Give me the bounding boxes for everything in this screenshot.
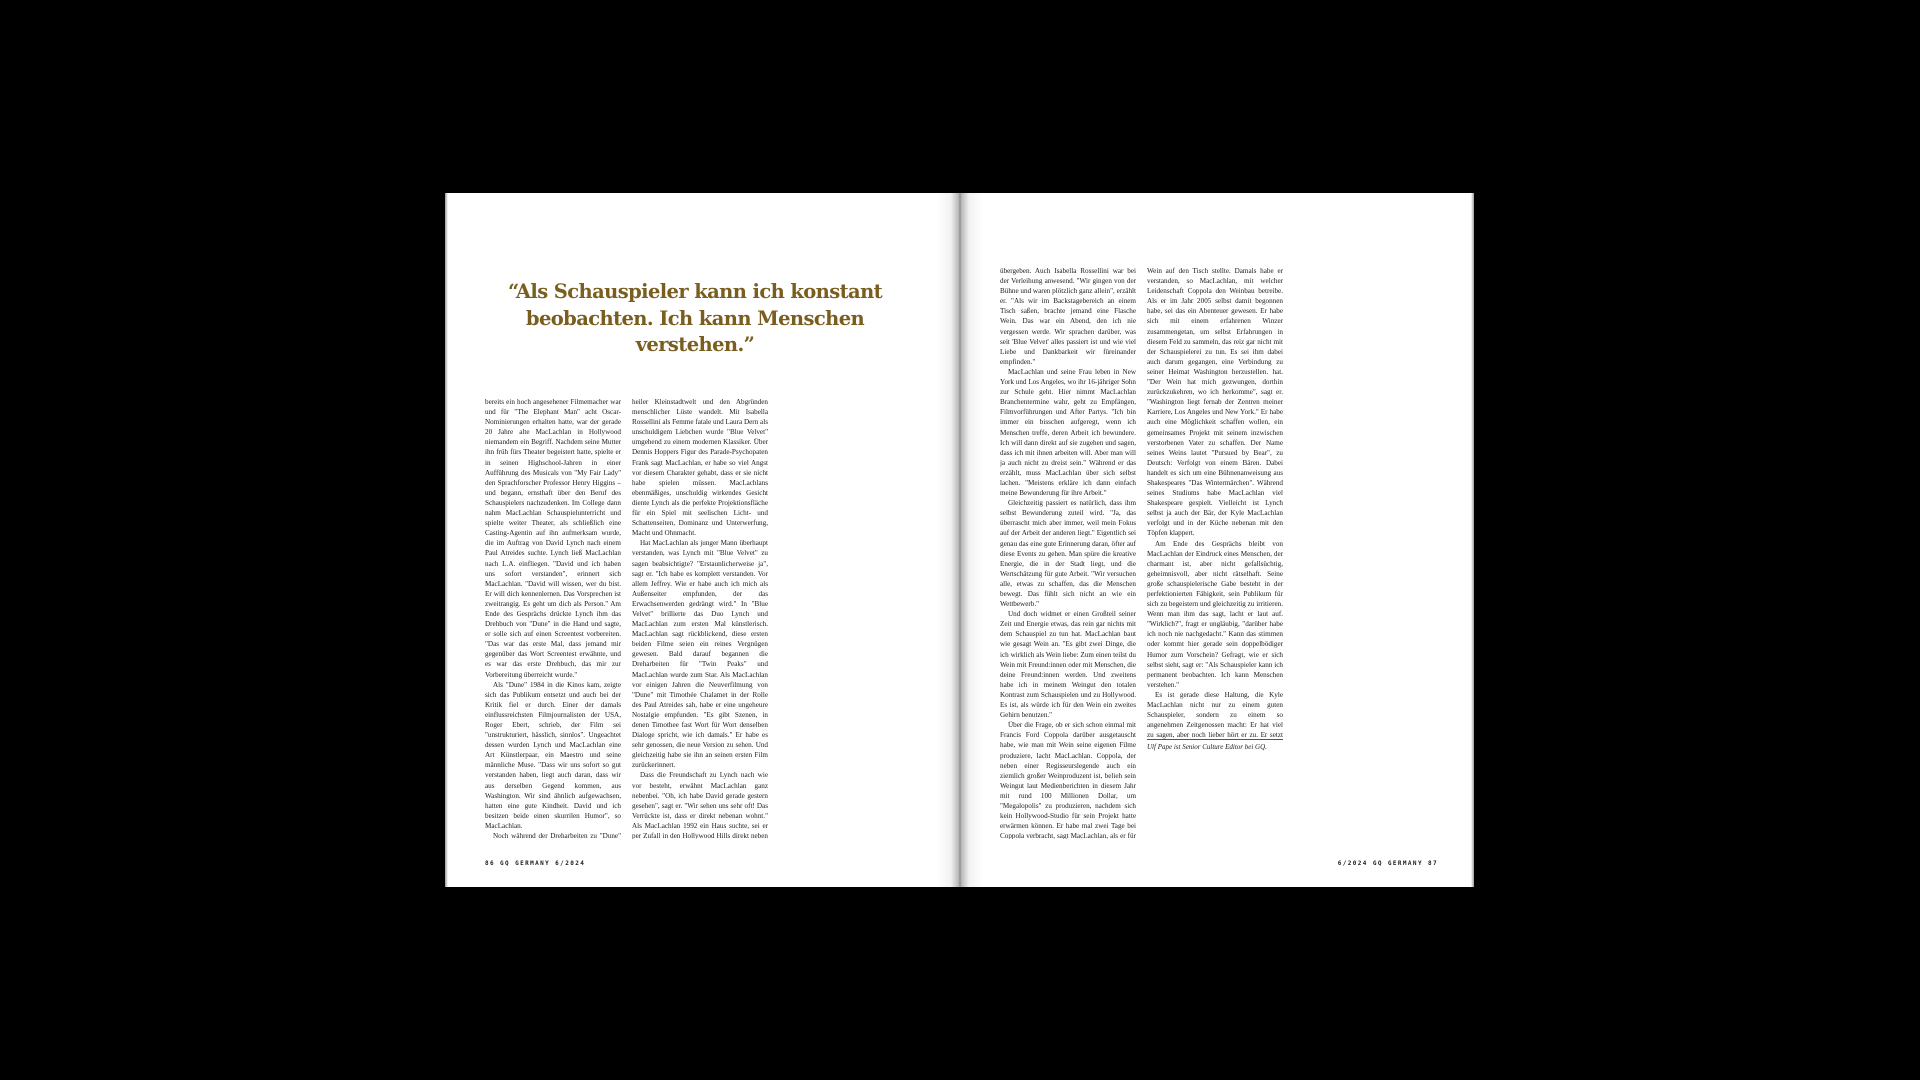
paragraph: Hat MacLachlan als junger Mann überhaupt verstanden, was Lynch mit "Blue Velvet" zu sagen beabsichtigte? "Erstaunlicherweise ja", sagt er. "Ich habe es komplett verstanden. Vor allem Jeffrey. Wie er habe auch ich mich als Außenseiter empfunden, der das Erwachsenwerden gedrängt wird." In "Blue Velvet" brillierte das Duo Lynch und MacLachlan zum ersten Mal künstlerisch. MacLachlan sagt rückblickend, diese ersten beiden Filme seien ein reines Vergnügen gewesen. Bald darauf begannen die Dreharbeiten für "Twin Peaks" und MacLachlan wurde zum Star. Als MacLachlan vor einigen Jahren die Neuverfilmung von "Dune" mit Timothée Chalamet in der Rolle des Paul Atreides sah, habe er eine ungeheure Nostalgie empfunden. "Es gibt Szenen, in denen Timothee fast Wort für Wort denselben Dialoge spricht, wie ich damals." Er habe es sehr genossen, die neue Version zu sehen. Und gleichzeitig habe sie ihn an seinen ersten Film zurückerinnert. xyxy=(632,539,768,770)
pull-quote: “Als Schauspieler kann ich konstant beobachten. Ich kann Menschen verstehen.” xyxy=(507,280,883,356)
page-edge-left xyxy=(445,193,448,887)
page-folio-left: 86 GQ GERMANY 6/2024 xyxy=(485,860,586,867)
paragraph: Über die Frage, ob er sich schon einmal mit Francis Ford Coppola darüber ausgetauscht habe, wie man mit Wein seine eigenen Filme produziere, lacht MacLachlan. Coppola, der neben einer Regisseurslegende auch ein ziemlich großer Weinproduzent ist, belieh sein Weingut laut Medienberichten in diesem Jahr mit rund 100 Millionen Dollar, um "Megalopolis" zu produzieren, nachdem sich kein Hollywood-Studio für sein Projekt hatte erwärmen können. Er habe mal zwei Tage bei Coppola verbracht, sagt MacLachlan, als er für xyxy=(1000,721,1136,839)
left-page xyxy=(445,193,959,887)
paragraph: Dass die Freundschaft zu Lynch nach wie vor besteht, erwähnt MacLachlan ganz nebenbei. "Oh, ich habe David gerade gestern gesehen", sagt er. "Wir sehen uns sehr oft! Das Verrückte ist, dass er direkt nebenan wohnt." Als MacLachlan 1992 ein Haus suchte, sei er per Zufall in den Hollywood Hills direkt neben xyxy=(632,771,768,839)
page-folio-right: 6/2024 GQ GERMANY 87 xyxy=(1337,860,1438,867)
paragraph: übergeben. Auch Isabella Rossellini war bei der Verleihung anwesend. "Wir gingen von der Bühne und waren plötzlich ganz allein", erzählt er. "Als wir im Backstagebereich an einem Tisch saßen, brachte jemand eine Flasche Wein. Das war ein Abend, den ich nie vergessen werde. Wir sprachen darüber, was seit 'Blue Velvet' alles passiert ist und wie viel Liebe und Dankbarkeit wir füreinander empfinden." xyxy=(1000,267,1136,366)
byline-divider xyxy=(1147,739,1283,740)
paragraph: Gleichzeitig passiert es natürlich, dass ihm selbst Bewunderung zuteil wird. "Ja, das überrascht mich aber immer, weil mein Fokus auf der Arbeit der anderen liegt." Eigentlich sei genau das eine gute Erinnerung daran, öfter auf diese Events zu gehen. Man spüre die kreative Energie, die in der Stadt liegt, und die Wertschätzung für gute Arbeit. "Wir versuchen alle, etwas zu schaffen, das die Menschen bewegt. Das fühlt sich nicht an wie ein Wettbewerb." xyxy=(1000,499,1136,609)
right-column-1 xyxy=(1000,266,1136,839)
paragraph: Am Ende des Gesprächs bleibt von MacLachlan der Eindruck eines Menschen, der charmant ist, aber nicht gefallsüchtig, geheimnisvoll, aber nicht rätselhaft. Seine große schauspielerische Gabe besteht in der perfektionierten Fähigkeit, sein Publikum für sich zu begeistern und gleichzeitig zu irritieren. Wenn man ihm das sagt, lacht er laut auf. "Wirklich?", fragt er ungläubig, "darüber habe ich noch nie nachgedacht." Kann das stimmen oder kommt hier gerade sein doppelbödiger Humor zum Vorschein? Gefragt, wie er sich selbst sieht, sagt er: "Als Schauspieler kann ich permanent beobachten. Ich kann Menschen verstehen." xyxy=(1147,539,1283,689)
page-edge-right xyxy=(1471,193,1474,887)
paragraph: Wein auf den Tisch stellte. Damals habe er verstanden, so MacLachlan, mit welcher Leidenschaft Coppola den Weinbau betreibe. Als er im Jahr 2005 selbst damit begonnen habe, sei das ein Abenteuer gewesen. Er habe sich mit einem erfahrenen Winzer zusammengetan, um selbst Erfahrungen in diesem Feld zu sammeln, das reiz gar nicht mit der Schauspielerei zu tun. Es sei ihm dabei auch darum gegangen, eine Verbindung zu seiner Heimat Washington herzustellen. hat. "Der Wein hat mich gezwungen, dorthin zurückzukehren, wo ich herkomme", sagt er. "Washington liegt fernab der Zentren meiner Karriere, Los Angeles und New York." Er habe auch eine Möglichkeit schaffen wollen, ein gemeinsames Projekt mit seinem inzwischen verstorbenen Vater zu schaffen. Der Name seines Weins lautet "Pursued by Bear", zu Deutsch: Verfolgt von einem Bären. Dabei handelt es sich um eine Bühnenanweisung aus Shakespeares "Das Wintermärchen". Während seines Studiums habe MacLachlan viel Shakespeare gespielt. Vielleicht ist Lynch selbst ja auch der Bär, der Kyle MacLachlan verfolgt und in der Küche nebenan mit den Töpfen klappert. xyxy=(1147,267,1283,538)
paragraph: Als "Dune" 1984 in die Kinos kam, zeigte sich das Publikum entsetzt und auch bei der Kritik fiel er durch. Einer der damals einflussreichsten Filmjournalisten der USA, Roger Ebert, schrieb, der Film sei "unstrukturiert, hässlich, sinnlos". Ungeachtet dessen wurden Lynch und MacLachlan eine Art Künstlerpaar, ein Maestro und seine männliche Muse. "Dass wir uns sofort so gut verstanden haben, liegt auch daran, dass wir aus derselben Gegend kommen, aus Washington. Wir sind ähnlich aufgewachsen, hatten eine gute Kindheit. David und ich besitzen beide einen skurrilen Humor", so MacLachlan. xyxy=(485,680,621,830)
paragraph: Und doch widmet er einen Großteil seiner Zeit und Energie etwas, das rein gar nichts mit dem Schauspiel zu tun hat. MacLachlan baut wie gesagt Wein an. "Es gibt zwei Dinge, die ich wirklich als Wein liebe: Zum einen teilst du Wein mit Freund:innen oder mit Menschen, die deine Freund:innen werden. Und zweitens habe ich in meinem Weingut den totalen Kontrast zum Schauspielen und zu Hollywood. Es ist, als würde ich für den Wein ein zweites Gehirn benutzen." xyxy=(1000,610,1136,720)
paragraph: MacLachlan und seine Frau leben in New York und Los Angeles, wo ihr 16-jähriger Sohn zur Schule geht. Hier nimmt MacLachlan Branchentermine wahr, geht zu Empfängen, Filmvorführungen und After Partys. "Ich bin immer ein bisschen aufgeregt, wenn ich Menschen treffe, deren Arbeit ich bewundere. Ich will dann direkt auf sie zugehen und sagen, dass ich mit ihnen arbeiten will. Aber man will ja auch nicht zu dreist sein." Während er das erzählt, muss MacLachlan über sich selbst lachen. "Meistens erkläre ich dann einfach meine Bewunderung für ihre Arbeit." xyxy=(1000,367,1136,498)
left-column-1 xyxy=(485,397,621,839)
right-page xyxy=(960,193,1474,887)
author-byline: Ulf Pape ist Senior Culture Editor bei GQ. xyxy=(1147,743,1267,751)
paragraph: bereits ein hoch angesehener Filmemacher war und für "The Elephant Man" acht Oscar-Nominierungen erhalten hatte, war der gerade 20 Jahre alte MacLachlan in Hollywood niemandem ein Begriff. Nachdem seine Mutter ihn früh fürs Theater begeistert hatte, spielte er in seinen Highschool-Jahren in einer Aufführung des Musicals von "My Fair Lady" den Sprachforscher Professor Henry Higgins – und begann, ernsthaft über den Beruf des Schauspielers nachzudenken. Im College dann nahm MacLachlan Schauspielunterricht und spielte weiter Theater, als schließlich eine Casting-Agentin auf ihn aufmerksam wurde, die im Auftrag von David Lynch nach einem Paul Atreides suchte. Lynch ließ MacLachlan nach L.A. einfliegen. "David und ich haben uns sofort verstanden", erinnert sich MacLachlan. "David will wissen, wer du bist. Er will dich kennenlernen. Das Vorsprechen ist zweitrangig. Es geht um dich als Person." Am Ende des Gesprächs drückte Lynch ihm das Drehbuch von "Dune" in die Hand und sagte, er solle sich auf einen Screentest vorbereiten. "Das war das erste Mal, dass jemand mir gegenüber das Wort Screentest erwähnte, und es war das erste Drehbuch, das mir zur Vorbereitung überreicht wurde." xyxy=(485,398,621,679)
right-column-2 xyxy=(1147,266,1283,739)
paragraph: heiler Kleinstadtwelt und den Abgründen menschlicher Lüste wandelt. Mit Isabella Rossellini als Femme fatale und Laura Dern als unschuldigem Liebchen wurde "Blue Velvet" umgehend zu einem modernen Klassiker. Über Dennis Hoppers Figur des Parade-Psychopaten Frank sagt MacLachlan, er habe so viel Angst vor diesem Charakter gehabt, dass er sie nicht habe spielen müssen. MacLachlans ebenmäßiges, unschuldig wirkendes Gesicht diente Lynch als die perfekte Projektionsfläche für ein Spiel mit seelischen Licht- und Schattenseiten, Dominanz und Unterwerfung, Macht und Ohnmacht. xyxy=(632,398,768,538)
left-column-2 xyxy=(632,397,768,839)
magazine-spread xyxy=(445,193,1474,887)
paragraph: Noch während der Dreharbeiten zu "Dune" xyxy=(493,832,621,839)
paragraph: Es ist gerade diese Haltung, die Kyle MacLachlan nicht nur zu einem guten Schauspieler, sondern zu einem so angenehmen Zeitgenossen macht: Er hat viel zu sagen, aber noch lieber hört er zu. Er setzt xyxy=(1147,690,1283,739)
